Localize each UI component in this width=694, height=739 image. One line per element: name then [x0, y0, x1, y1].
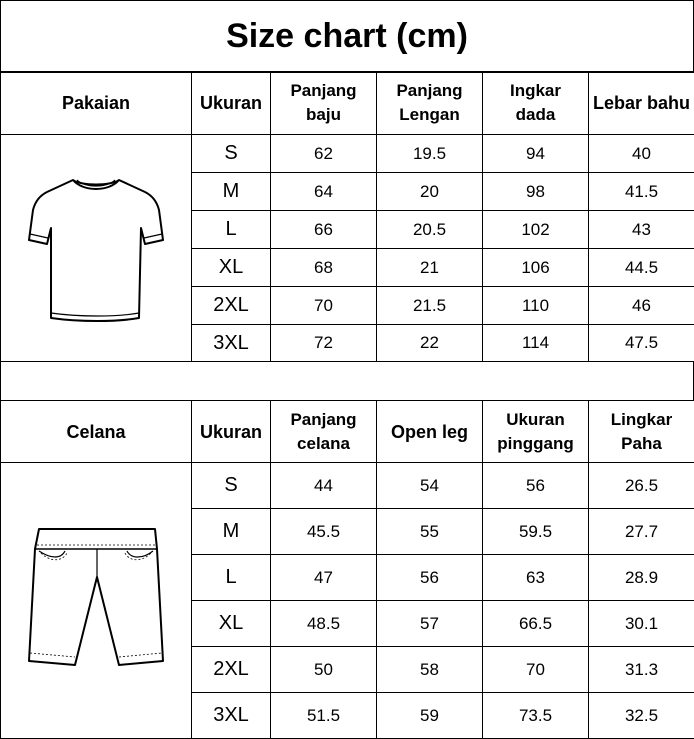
- size-cell: XL: [192, 249, 271, 287]
- value-cell: 45.5: [271, 509, 377, 555]
- shirt-header-sleeve: Panjang Lengan: [377, 72, 483, 135]
- shirt-image-cell: [1, 135, 192, 362]
- value-cell: 66.5: [483, 601, 589, 647]
- shorts-icon: [21, 521, 171, 681]
- value-cell: 21: [377, 249, 483, 287]
- size-cell: 3XL: [192, 693, 271, 739]
- pants-header-row: [1, 401, 694, 463]
- size-cell: M: [192, 173, 271, 211]
- value-cell: 56: [483, 463, 589, 509]
- value-cell: 40: [589, 135, 694, 173]
- value-cell: 70: [483, 647, 589, 693]
- size-cell: L: [192, 211, 271, 249]
- table-row: [1, 135, 694, 173]
- pants-header-size: Ukuran: [192, 401, 271, 463]
- pants-category-label: Celana: [1, 401, 192, 463]
- value-cell: 47: [271, 555, 377, 601]
- pants-header-thigh: Lingkar Paha: [589, 401, 694, 463]
- t-shirt-icon: [21, 168, 171, 328]
- value-cell: 31.3: [589, 647, 694, 693]
- value-cell: 56: [377, 555, 483, 601]
- size-cell: S: [192, 135, 271, 173]
- value-cell: 114: [483, 325, 589, 362]
- value-cell: 26.5: [589, 463, 694, 509]
- value-cell: 20: [377, 173, 483, 211]
- value-cell: 68: [271, 249, 377, 287]
- size-cell: M: [192, 509, 271, 555]
- value-cell: 110: [483, 287, 589, 325]
- value-cell: 70: [271, 287, 377, 325]
- size-cell: 2XL: [192, 647, 271, 693]
- value-cell: 32.5: [589, 693, 694, 739]
- value-cell: 48.5: [271, 601, 377, 647]
- value-cell: 21.5: [377, 287, 483, 325]
- pants-header-open-leg: Open leg: [377, 401, 483, 463]
- shirt-header-shoulder: Lebar bahu: [589, 72, 694, 135]
- shirt-header-chest: Ingkar dada: [483, 72, 589, 135]
- title-table: [0, 0, 694, 73]
- value-cell: 44: [271, 463, 377, 509]
- shirt-size-table: [0, 71, 694, 362]
- value-cell: 55: [377, 509, 483, 555]
- value-cell: 22: [377, 325, 483, 362]
- value-cell: 59.5: [483, 509, 589, 555]
- value-cell: 47.5: [589, 325, 694, 362]
- value-cell: 98: [483, 173, 589, 211]
- value-cell: 46: [589, 287, 694, 325]
- value-cell: 27.7: [589, 509, 694, 555]
- value-cell: 66: [271, 211, 377, 249]
- value-cell: 94: [483, 135, 589, 173]
- value-cell: 20.5: [377, 211, 483, 249]
- value-cell: 106: [483, 249, 589, 287]
- pants-size-table: [0, 400, 694, 739]
- size-cell: L: [192, 555, 271, 601]
- section-spacer: [0, 362, 694, 400]
- value-cell: 54: [377, 463, 483, 509]
- size-cell: XL: [192, 601, 271, 647]
- size-cell: 3XL: [192, 325, 271, 362]
- value-cell: 30.1: [589, 601, 694, 647]
- value-cell: 43: [589, 211, 694, 249]
- value-cell: 50: [271, 647, 377, 693]
- shirt-header-size: Ukuran: [192, 72, 271, 135]
- page-title: Size chart (cm): [1, 1, 694, 73]
- pants-image-cell: [1, 463, 192, 739]
- value-cell: 57: [377, 601, 483, 647]
- value-cell: 28.9: [589, 555, 694, 601]
- pants-header-waist: Ukuran pinggang: [483, 401, 589, 463]
- shirt-header-length: Panjang baju: [271, 72, 377, 135]
- shirt-header-row: [1, 72, 694, 135]
- value-cell: 59: [377, 693, 483, 739]
- value-cell: 41.5: [589, 173, 694, 211]
- value-cell: 44.5: [589, 249, 694, 287]
- value-cell: 72: [271, 325, 377, 362]
- value-cell: 58: [377, 647, 483, 693]
- value-cell: 63: [483, 555, 589, 601]
- value-cell: 73.5: [483, 693, 589, 739]
- size-cell: 2XL: [192, 287, 271, 325]
- value-cell: 102: [483, 211, 589, 249]
- value-cell: 64: [271, 173, 377, 211]
- value-cell: 19.5: [377, 135, 483, 173]
- shirt-category-label: Pakaian: [1, 72, 192, 135]
- value-cell: 51.5: [271, 693, 377, 739]
- pants-header-length: Panjang celana: [271, 401, 377, 463]
- value-cell: 62: [271, 135, 377, 173]
- table-row: [1, 463, 694, 509]
- size-cell: S: [192, 463, 271, 509]
